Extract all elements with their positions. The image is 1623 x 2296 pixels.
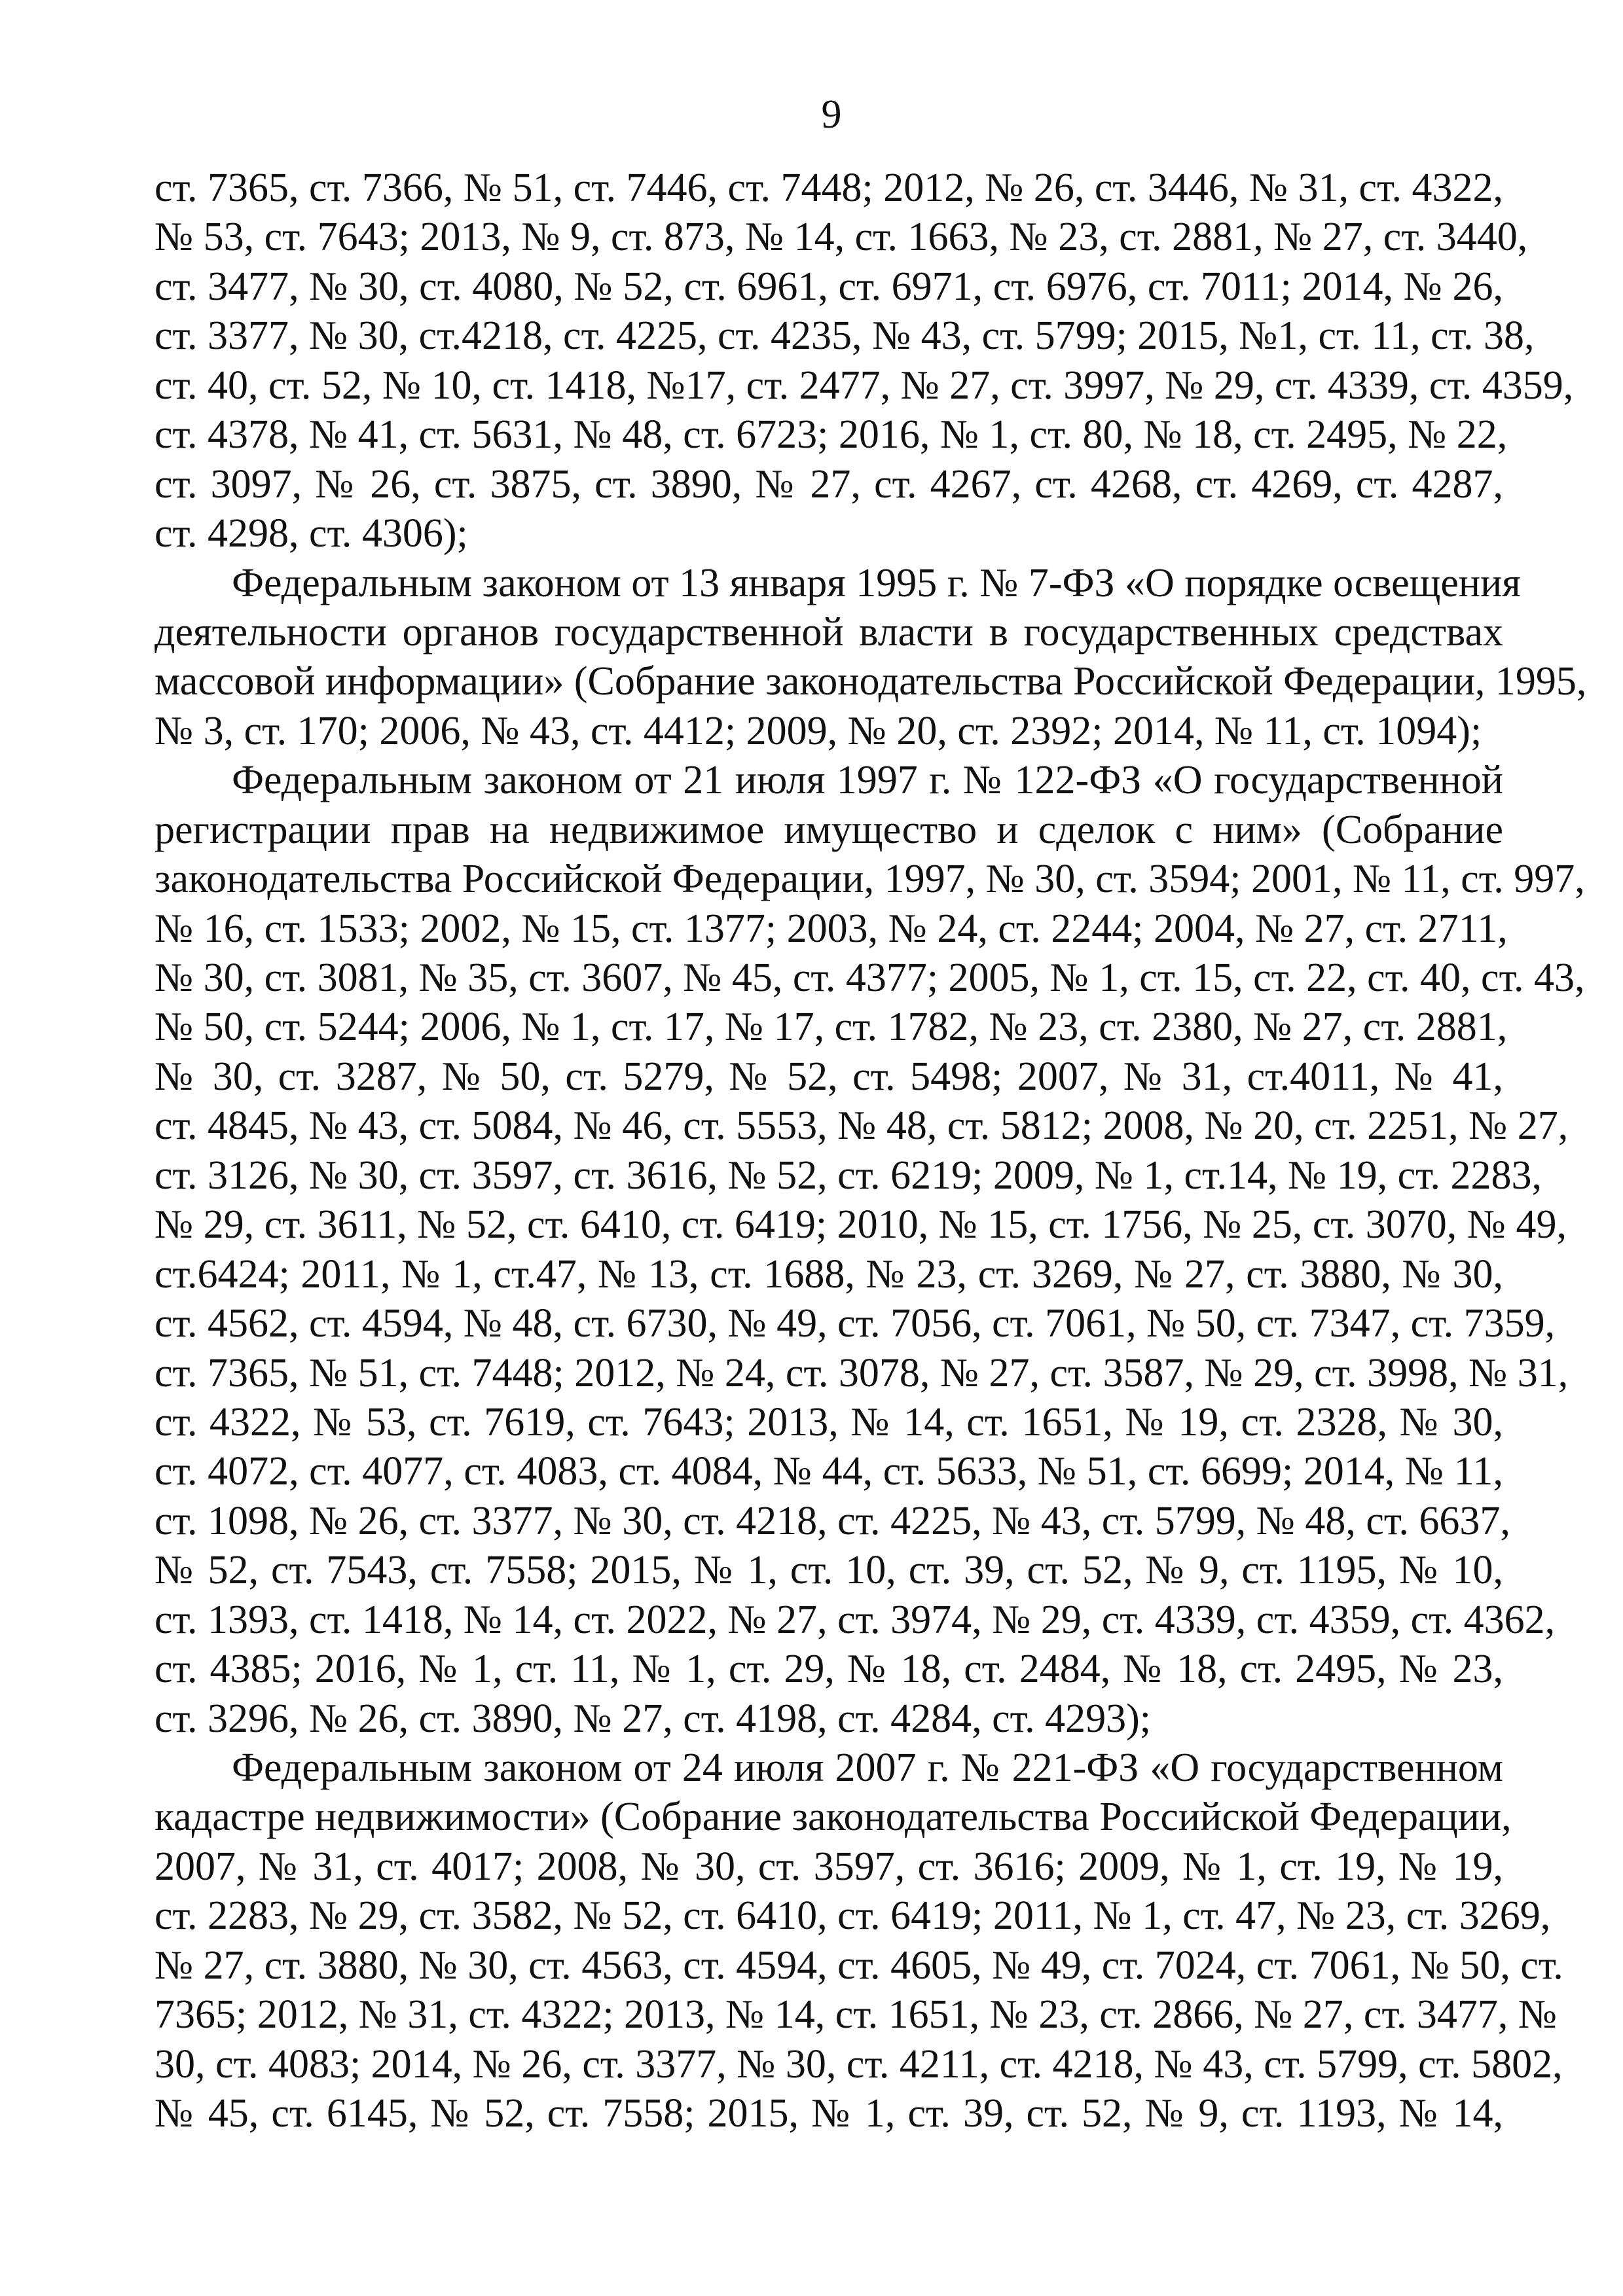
- text-line: ст. 4845, № 43, ст. 5084, № 46, ст. 5553, № 48, ст. 5812; 2008, № 20, ст. 2251, № 27,: [155, 1103, 1569, 1149]
- text-line: массовой информации» (Собрание законодательства Российской Федерации, 1995,: [155, 659, 1587, 704]
- text-line: Федеральным законом от 21 июля 1997 г. № 122-ФЗ «О государственной: [232, 758, 1503, 803]
- text-line: № 16, ст. 1533; 2002, № 15, ст. 1377; 2003, № 24, ст. 2244; 2004, № 27, ст. 2711,: [155, 906, 1508, 951]
- document-body: [155, 164, 1587, 2139]
- text-line: ст. 3296, № 26, ст. 3890, № 27, ст. 4198, ст. 4284, ст. 4293);: [155, 1696, 1151, 1741]
- text-line: Федеральным законом от 24 июля 2007 г. № 221-ФЗ «О государственном: [232, 1746, 1503, 1790]
- paragraph-law-7-fz: [155, 559, 1587, 757]
- text-line: ст. 2283, № 29, ст. 3582, № 52, ст. 6410, ст. 6419; 2011, № 1, ст. 47, № 23, ст. 3269,: [155, 1893, 1551, 1939]
- text-line: № 53, ст. 7643; 2013, № 9, ст. 873, № 14, ст. 1663, № 23, ст. 2881, № 27, ст. 3440,: [155, 215, 1528, 260]
- text-line: № 29, ст. 3611, № 52, ст. 6410, ст. 6419; 2010, № 15, ст. 1756, № 25, ст. 3070, № 49,: [155, 1202, 1567, 1247]
- text-line: № 50, ст. 5244; 2006, № 1, ст. 17, № 17, ст. 1782, № 23, ст. 2380, № 27, ст. 2881,: [155, 1005, 1508, 1050]
- paragraph-references-continued: [155, 164, 1574, 559]
- text-line: Федеральным законом от 13 января 1995 г. № 7-ФЗ «О порядке освещения: [232, 560, 1521, 605]
- text-line: ст. 4385; 2016, № 1, ст. 11, № 1, ст. 29, № 18, ст. 2484, № 18, ст. 2495, № 23,: [155, 1647, 1503, 1692]
- text-line: ст. 1393, ст. 1418, № 14, ст. 2022, № 27, ст. 3974, № 29, ст. 4339, ст. 4359, ст. 4362,: [155, 1597, 1556, 1642]
- text-line: ст. 4322, № 53, ст. 7619, ст. 7643; 2013, № 14, ст. 1651, № 19, ст. 2328, № 30,: [155, 1399, 1503, 1444]
- text-line: 30, ст. 4083; 2014, № 26, ст. 3377, № 30, ст. 4211, ст. 4218, № 43, ст. 5799, ст. 5802,: [155, 2041, 1563, 2087]
- text-line: ст. 7365, № 51, ст. 7448; 2012, № 24, ст. 3078, № 27, ст. 3587, № 29, ст. 3998, № 31,: [155, 1350, 1569, 1395]
- text-line: ст. 4072, ст. 4077, ст. 4083, ст. 4084, № 44, ст. 5633, № 51, ст. 6699; 2014, № 11,: [155, 1449, 1503, 1494]
- text-line: № 45, ст. 6145, № 52, ст. 7558; 2015, № 1, ст. 39, ст. 52, № 9, ст. 1193, № 14,: [155, 2091, 1503, 2136]
- text-line: ст. 4298, ст. 4306);: [155, 511, 468, 556]
- text-line: ст. 40, ст. 52, № 10, ст. 1418, №17, ст. 2477, № 27, ст. 3997, № 29, ст. 4339, ст. 4359,: [155, 363, 1574, 408]
- paragraph-law-122-fz: [155, 756, 1585, 1744]
- text-line: регистрации прав на недвижимое имущество и сделок с ним» (Собрание: [155, 807, 1503, 852]
- text-line: № 30, ст. 3081, № 35, ст. 3607, № 45, ст. 4377; 2005, № 1, ст. 15, ст. 22, ст. 40, ст. 43,: [155, 956, 1585, 1000]
- text-line: ст. 3097, № 26, ст. 3875, ст. 3890, № 27, ст. 4267, ст. 4268, ст. 4269, ст. 4287,: [155, 461, 1503, 507]
- text-line: ст.6424; 2011, № 1, ст.47, № 13, ст. 1688, № 23, ст. 3269, № 27, ст. 3880, № 30,: [155, 1251, 1503, 1297]
- text-line: № 27, ст. 3880, № 30, ст. 4563, ст. 4594, ст. 4605, № 49, ст. 7024, ст. 7061, № 50, ст.: [155, 1943, 1563, 1988]
- text-line: ст. 4378, № 41, ст. 5631, № 48, ст. 6723; 2016, № 1, ст. 80, № 18, ст. 2495, № 22,: [155, 412, 1508, 457]
- text-line: ст. 7365, ст. 7366, № 51, ст. 7446, ст. 7448; 2012, № 26, ст. 3446, № 31, ст. 4322,: [155, 166, 1503, 210]
- text-line: законодательства Российской Федерации, 1997, № 30, ст. 3594; 2001, № 11, ст. 997,: [155, 857, 1585, 902]
- text-line: ст. 1098, № 26, ст. 3377, № 30, ст. 4218, ст. 4225, № 43, ст. 5799, № 48, ст. 6637,: [155, 1498, 1510, 1543]
- text-line: 7365; 2012, № 31, ст. 4322; 2013, № 14, ст. 1651, № 23, ст. 2866, № 27, ст. 3477, №: [155, 1992, 1558, 2037]
- text-line: кадастре недвижимости» (Собрание законодательства Российской Федерации,: [155, 1795, 1512, 1840]
- text-line: № 3, ст. 170; 2006, № 43, ст. 4412; 2009, № 20, ст. 2392; 2014, № 11, ст. 1094);: [155, 708, 1482, 753]
- text-line: ст. 3377, № 30, ст.4218, ст. 4225, ст. 4235, № 43, ст. 5799; 2015, №1, ст. 11, ст. 38,: [155, 314, 1535, 359]
- text-line: ст. 3126, № 30, ст. 3597, ст. 3616, № 52, ст. 6219; 2009, № 1, ст.14, № 19, ст. 2283,: [155, 1153, 1542, 1198]
- paragraph-law-221-fz: [155, 1744, 1563, 2139]
- text-line: № 30, ст. 3287, № 50, ст. 5279, № 52, ст. 5498; 2007, № 31, ст.4011, № 41,: [155, 1054, 1503, 1099]
- text-line: деятельности органов государственной власти в государственных средствах: [155, 609, 1503, 655]
- page-number: 9: [821, 92, 842, 137]
- text-line: 2007, № 31, ст. 4017; 2008, № 30, ст. 3597, ст. 3616; 2009, № 1, ст. 19, № 19,: [155, 1844, 1503, 1889]
- text-line: № 52, ст. 7543, ст. 7558; 2015, № 1, ст. 10, ст. 39, ст. 52, № 9, ст. 1195, № 10,: [155, 1548, 1503, 1593]
- text-line: ст. 3477, № 30, ст. 4080, № 52, ст. 6961, ст. 6971, ст. 6976, ст. 7011; 2014, № 26,: [155, 264, 1503, 309]
- text-line: ст. 4562, ст. 4594, № 48, ст. 6730, № 49, ст. 7056, ст. 7061, № 50, ст. 7347, ст. 7359,: [155, 1301, 1556, 1346]
